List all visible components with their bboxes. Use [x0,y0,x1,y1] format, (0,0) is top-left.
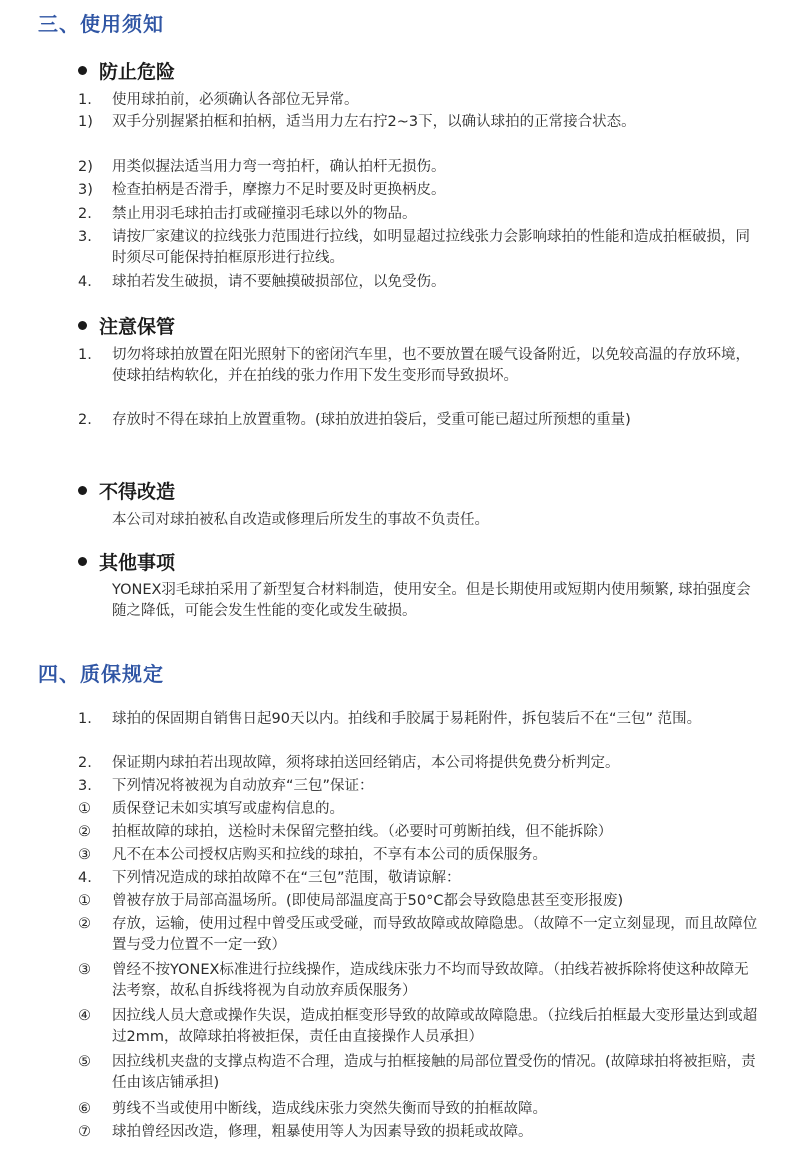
item-text: 质保登记未如实填写或虚构信息的。 [112,801,344,817]
item-number: 1. [78,92,92,108]
item-number: ② [78,916,91,932]
list-item [78,90,758,111]
list-item [78,1006,758,1048]
item-text: 请按厂家建议的拉线张力范围进行拉线，如明显超过拉线张力会影响球拍的性能和造成拍框破损，同时须尽可能保持拍框原形进行拉线。 [112,229,750,266]
item-number: 2. [78,412,92,428]
item-text: 切勿将球拍放置在阳光照射下的密闭汽车里，也不要放置在暖气设备附近，以免较高温的存放环境，使球拍结构软化，并在拍线的张力作用下发生变形而导致损坏。 [112,347,750,384]
list-item [78,272,758,293]
item-text: 下列情况造成的球拍故障不在“三包”范围，敬请谅解： [112,870,461,886]
item-number: 2) [78,159,93,175]
bullet-icon [78,66,87,75]
heading-text: 注意保管 [99,316,176,338]
item-number: 4. [78,274,92,290]
list-item [78,410,758,431]
item-text: 曾经不按YONEX标准进行拉线操作，造成线床张力不均而导致故障。（拍线若被拆除将使这种故障无法考察，故私自拆线将视为自动放弃质保服务） [112,962,749,999]
other-matters-text: YONEX羽毛球拍采用了新型复合材料制造，使用安全。但是长期使用或短期内使用频繁, 球拍强度会随之降低，可能会发生性能的变化或发生破损。 [112,582,751,619]
item-text: 存放，运输，使用过程中曾受压或受碰，而导致故障或故障隐患。（故障不一定立刻显现，而且故障位置与受力位置不一定一致） [112,916,758,953]
item-text: 存放时不得在球拍上放置重物。(球拍放进拍袋后，受重可能已超过所预想的重量) [112,412,631,428]
list-item [78,1122,758,1143]
item-number: ① [78,801,91,817]
list-item [78,180,758,201]
list-item [78,227,758,269]
item-number: 1) [78,114,93,130]
item-text: 因拉线人员大意或操作失误，造成拍框变形导致的故障或故障隐患。（拉线后拍框最大变形量达到或超过2mm，故障球拍将被拒保，责任由直接操作人员承担） [112,1008,758,1045]
heading-storage-notice [78,312,175,339]
heading-text: 防止危险 [99,61,176,83]
list-item [78,960,758,1002]
item-text: 拍框故障的球拍，送检时未保留完整拍线。（必要时可剪断拍线，但不能拆除） [112,824,613,840]
item-text: 保证期内球拍若出现故障，须将球拍送回经销店，本公司将提供免费分析判定。 [112,755,620,771]
item-text: 下列情况将被视为自动放弃“三包”保证： [112,778,374,794]
item-number: ④ [78,1008,91,1024]
item-text: 球拍若发生破损，请不要触摸破损部位，以免受伤。 [112,274,446,290]
no-modification-text: 本公司对球拍被私自改造或修理后所发生的事故不负责任。 [112,512,489,528]
heading-other-matters [78,548,175,575]
item-number: 3. [78,229,92,245]
item-number: ② [78,824,91,840]
list-item [78,799,758,820]
item-number: ⑥ [78,1101,91,1117]
item-number: ⑦ [78,1124,91,1140]
item-text: 球拍曾经因改造，修理，粗暴使用等人为因素导致的损耗或故障。 [112,1124,533,1140]
list-item [78,845,758,866]
section-3-title: 三、使用须知 [38,12,164,36]
list-item [78,891,758,912]
item-text: 剪线不当或使用中断线，造成线床张力突然失衡而导致的拍框故障。 [112,1101,547,1117]
item-number: 3) [78,182,93,198]
item-number: 1. [78,347,92,363]
item-text: 因拉线机夹盘的支撑点构造不合理，造成与拍框接触的局部位置受伤的情况。(故障球拍将被拒赔，责任由该店铺承担) [112,1054,756,1091]
item-text: 凡不在本公司授权店购买和拉线的球拍，不享有本公司的质保服务。 [112,847,547,863]
list-item [78,345,758,387]
item-text: 曾被存放于局部高温场所。(即使局部温度高于50°C都会导致隐患甚至变形报废) [112,893,624,909]
list-item [78,822,758,843]
list-item [78,1052,758,1094]
item-number: ③ [78,847,91,863]
list-item [78,709,758,730]
list-item [78,157,758,178]
heading-text: 其他事项 [99,552,176,574]
item-number: ③ [78,962,91,978]
item-text: 用类似握法适当用力弯一弯拍杆，确认拍杆无损伤。 [112,159,446,175]
item-text: 双手分别握紧拍框和拍柄，适当用力左右拧2~3下，以确认球拍的正常接合状态。 [112,114,636,130]
item-number: ① [78,893,91,909]
heading-no-modification [78,477,175,504]
heading-prevent-danger [78,57,175,84]
item-number: 4. [78,870,92,886]
bullet-icon [78,557,87,566]
list-item [78,1099,758,1120]
bullet-icon [78,486,87,495]
section-4-title: 四、质保规定 [38,662,164,686]
list-item [78,868,758,889]
list-item [78,204,758,225]
item-number: 2. [78,755,92,771]
item-number: ⑤ [78,1054,91,1070]
item-number: 2. [78,206,92,222]
item-number: 1. [78,711,92,727]
item-text: 禁止用羽毛球拍击打或碰撞羽毛球以外的物品。 [112,206,417,222]
list-item [78,112,758,133]
item-text: 球拍的保固期自销售日起90天以内。拍线和手胶属于易耗附件，拆包装后不在“三包” 范围。 [112,711,702,727]
item-text: 检查拍柄是否滑手，摩擦力不足时要及时更换柄皮。 [112,182,446,198]
list-item [78,914,758,956]
bullet-icon [78,321,87,330]
item-text: 使用球拍前，必须确认各部位无异常。 [112,92,359,108]
list-item [78,776,758,797]
list-item [78,753,758,774]
heading-text: 不得改造 [99,481,176,503]
item-number: 3. [78,778,92,794]
